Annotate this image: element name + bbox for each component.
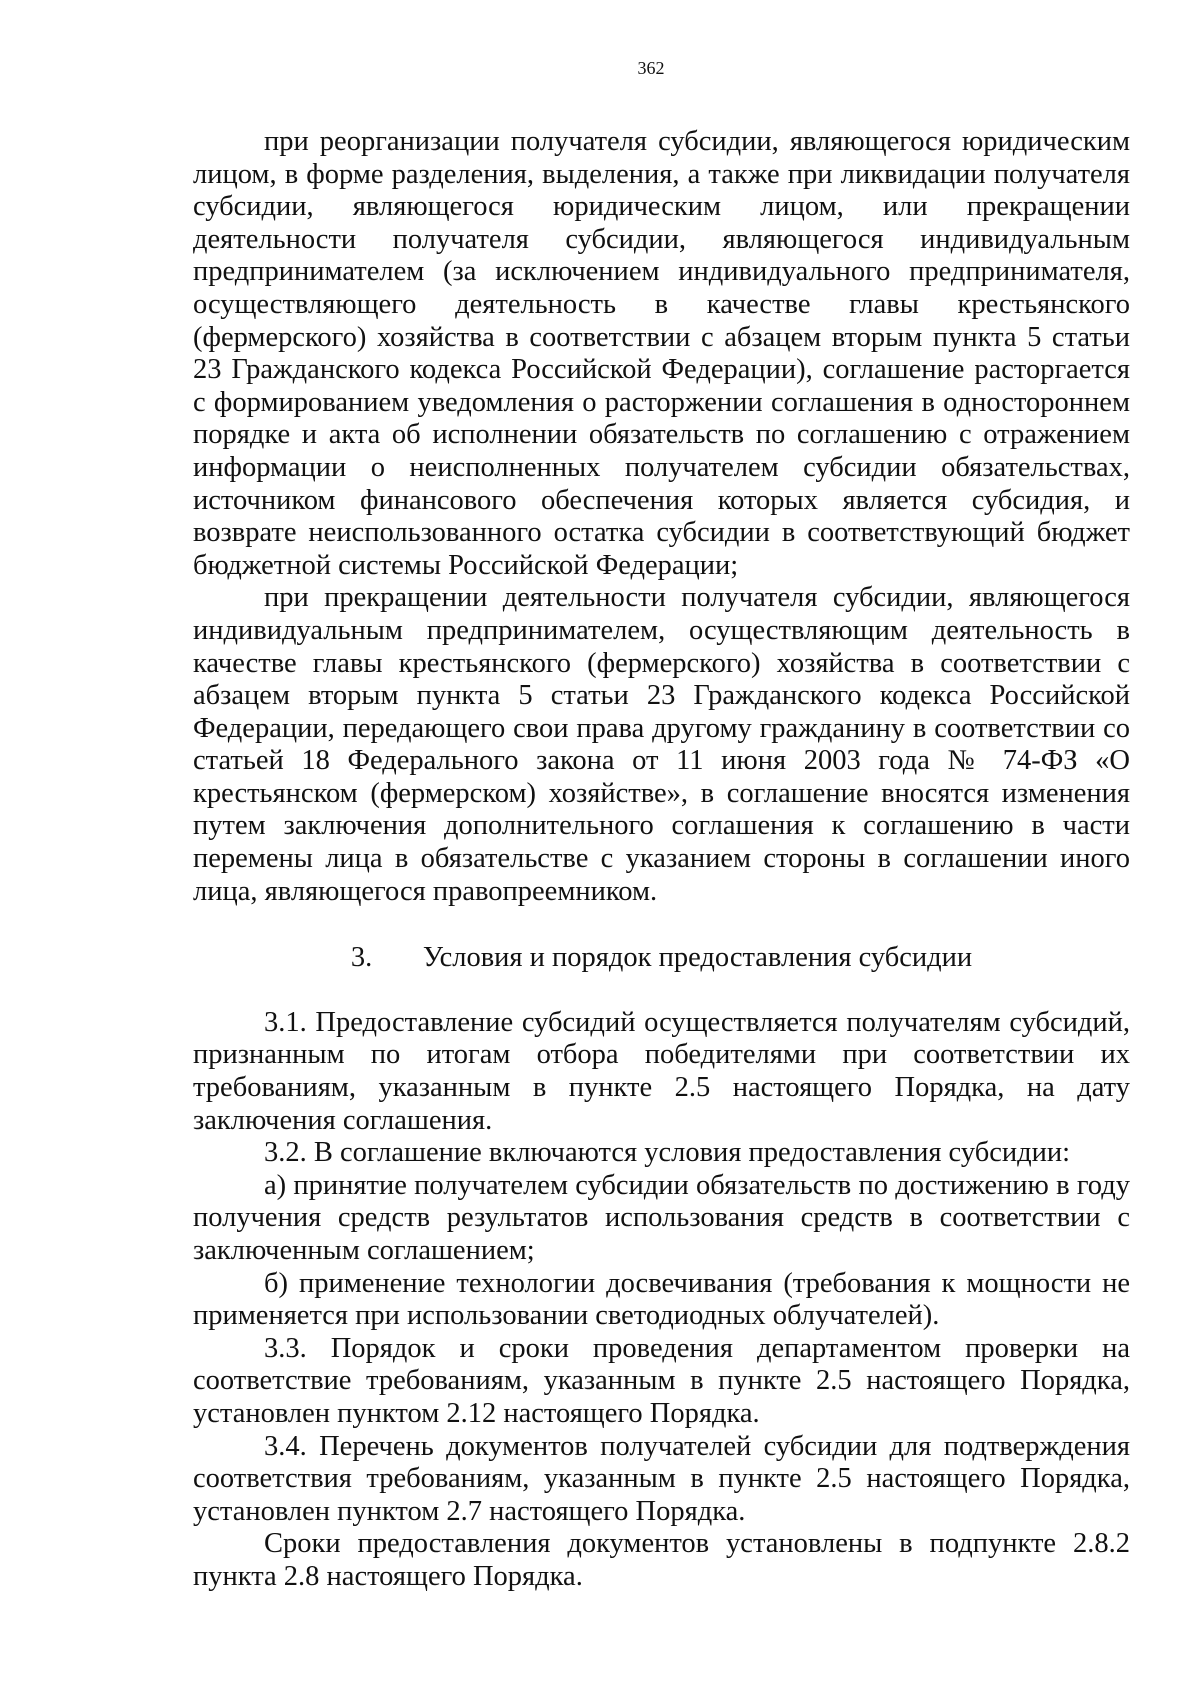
paragraph-3-2: 3.2. В соглашение включаются условия предоставления субсидии:	[264, 1137, 1071, 1169]
section-number: 3.	[350, 942, 373, 974]
paragraph-3-4: 3.4. Перечень документов получателей субсидии для подтверждения соответствия требованиям, указанным в пункте 2.5 настоящего Порядка, установлен пунктом 2.7 настоящего Порядка.	[193, 1430, 1130, 1527]
section-title: Условия и порядок предоставления субсидии	[422, 942, 973, 974]
paragraph-3-1: 3.1. Предоставление субсидий осуществляется получателям субсидий, признанным по итогам отбора победителями при соответствии их требованиям, указанным в пункте 2.5 настоящего Порядка, на дату заключения соглашения.	[193, 1006, 1130, 1136]
spacer	[193, 908, 1130, 942]
paragraph-reorganization: при реорганизации получателя субсидии, являющегося юридическим лицом, в форме разделения, выделения, а также при ликвидации получателя субсидии, являющегося юридическим лицом, или прекращении деятельности получателя субсидии, являющегося индивидуальным предпринимателем (за исключением индивидуального предпринимателя, осуществляющего деятельность в качестве главы крестьянского (фермерского) хозяйства в соответствии с абзацем вторым пункта 5 статьи 23 Гражданского кодекса Российской Федерации), соглашение расторгается с формированием уведомления о расторжении соглашения в одностороннем порядке и акта об исполнении обязательств по соглашению с отражением информации о неисполненных получателем субсидии обязательствах, источником финансового обеспечения которых является субсидия, и возврате неиспользованного остатка субсидии в соответствующий бюджет бюджетной системы Российской Федерации;	[193, 126, 1130, 581]
section-heading	[193, 942, 1130, 975]
paragraph-3-3: 3.3. Порядок и сроки проведения департаментом проверки на соответствие требованиям, указанным в пункте 2.5 настоящего Порядка, установлен пунктом 2.12 настоящего Порядка.	[193, 1332, 1130, 1429]
paragraph-termination-ip: при прекращении деятельности получателя субсидии, являющегося индивидуальным предпринимателем, осуществляющим деятельность в качестве главы крестьянского (фермерского) хозяйства в соответствии с абзацем вторым пункта 5 статьи 23 Гражданского кодекса Российской Федерации, передающего свои права другому гражданину в соответствии со статьей 18 Федерального закона от 11 июня 2003 года № 74-ФЗ «О крестьянском (фермерском) хозяйстве», в соглашение вносятся изменения путем заключения дополнительного соглашения к соглашению в части перемены лица в обязательстве с указанием стороны в соглашении иного лица, являющегося правопреемником.	[193, 582, 1130, 907]
paragraph-3-2-a: а) принятие получателем субсидии обязательств по достижению в году получения средств результатов использования средств в соответствии с заключенным соглашением;	[193, 1169, 1130, 1266]
spacer	[193, 975, 1130, 1007]
paragraph-documents-deadlines: Сроки предоставления документов установлены в подпункте 2.8.2 пункта 2.8 настоящего Порядка.	[193, 1528, 1130, 1592]
paragraph-3-2-b: б) применение технологии досвечивания (требования к мощности не применяется при использовании светодиодных облучателей).	[193, 1267, 1130, 1332]
page-number: 362	[637, 58, 665, 78]
document-body	[193, 126, 1130, 1594]
